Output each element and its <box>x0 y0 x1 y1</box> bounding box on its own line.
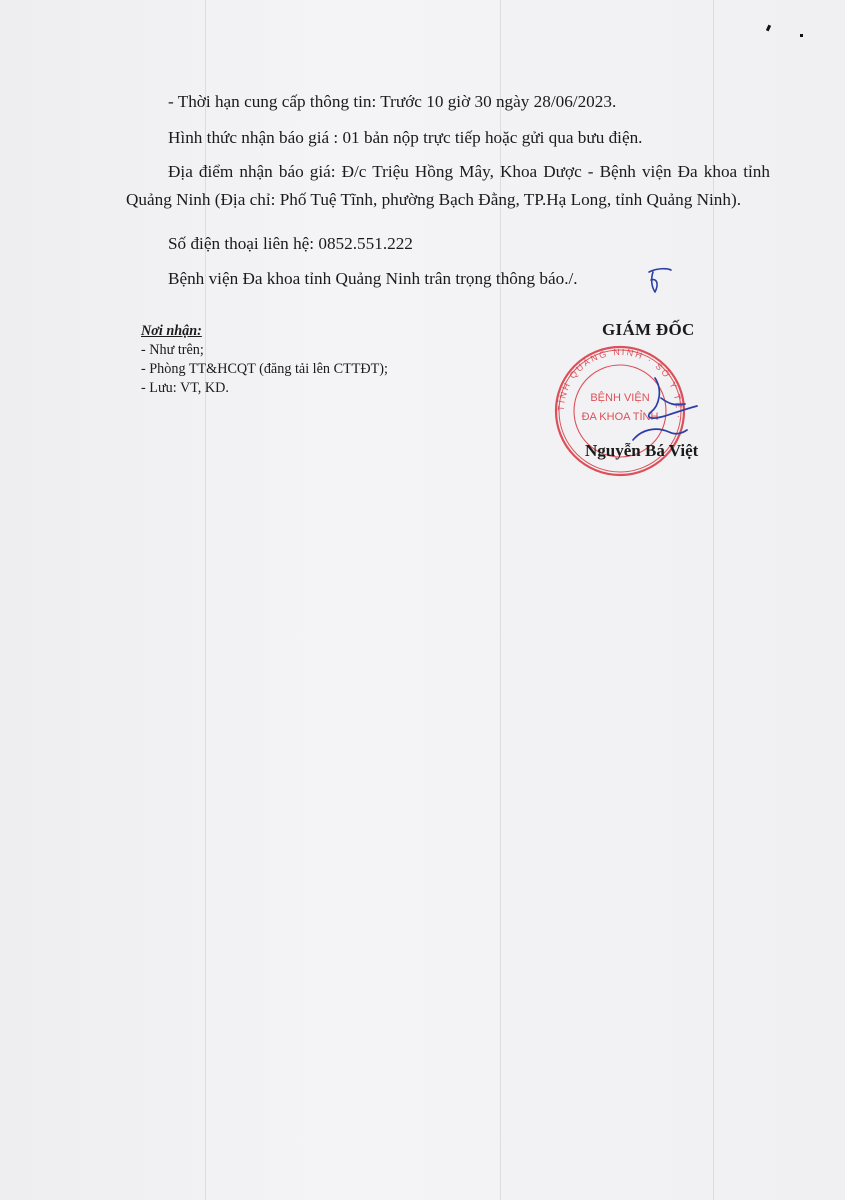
deadline-text: - Thời hạn cung cấp thông tin: Trước 10 giờ 30 ngày 28/06/2023. <box>168 92 617 111</box>
location-text: Địa điểm nhận báo giá: Đ/c Triệu Hồng Mây, Khoa Dược - Bệnh viện Đa khoa tỉnh Quảng Ninh (Địa chỉ: Phố Tuệ Tĩnh, phường Bạch Đằng, TP.Hạ Long, tỉnh Quảng Ninh). <box>126 162 770 209</box>
initials-mark <box>645 266 675 298</box>
signer-name: Nguyễn Bá Việt <box>585 441 699 460</box>
stamp-center-line1: BỆNH VIỆN <box>590 392 650 404</box>
recipients-title: Nơi nhận: <box>141 323 202 339</box>
stamp-ring-text: TỈNH QUẢNG NINH · SỞ Y TẾ · <box>555 346 685 421</box>
recipient-item: - Phòng TT&HCQT (đăng tải lên CTTĐT); <box>141 361 388 377</box>
scan-speck <box>800 34 803 37</box>
signer-role: GIÁM ĐỐC <box>602 320 695 339</box>
closing-text: Bệnh viện Đa khoa tỉnh Quảng Ninh trân trọng thông báo./. <box>168 269 578 288</box>
phone-text: Số điện thoại liên hệ: 0852.551.222 <box>168 234 413 253</box>
scan-speck <box>766 25 771 32</box>
recipients-block <box>141 322 388 398</box>
format-text: Hình thức nhận báo giá : 01 bản nộp trực tiếp hoặc gửi qua bưu điện. <box>168 128 643 147</box>
recipient-item: - Như trên; <box>141 342 204 358</box>
stamp-center-line2: ĐA KHOA TỈNH <box>581 411 659 423</box>
recipient-item: - Lưu: VT, KD. <box>141 380 229 396</box>
